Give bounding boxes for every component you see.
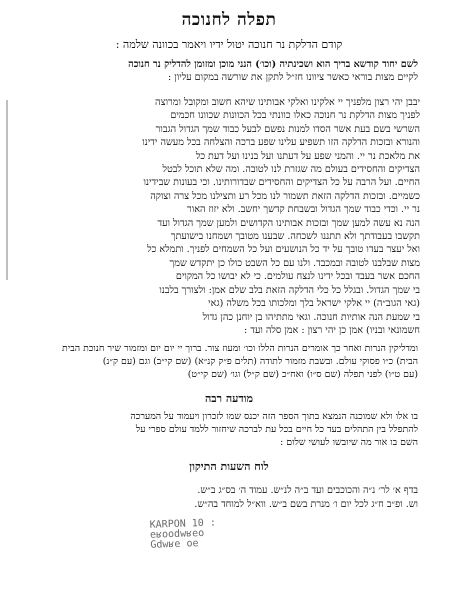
body-paragraph [38,96,420,337]
prayer-subtitle: קודם הדלקת נר חנוכה יטול ידיו ויאמר בכוונה שלמה : [115,38,343,51]
body-line: החיים. ועל הרבה על כל הצדיקים והחסידים שבדורותינו. וכי בעונות שבידינו [143,177,420,189]
body-line: חשמונאי ובניו) אמן כן יהי רצון : אמן סלה ועד : [244,324,420,336]
body-line: מצות שבלבנו לטובה ובמכבד. ולנו עם כל השבט כולו כן יתקדש שמך [169,257,420,269]
notice-title: מודעה רבה [204,392,254,405]
intro-line: לקיים מצות בוראי כאשר ציוונו חז״ל לתקן את שורשה במקום עליון : [168,72,418,84]
ink-stamp [150,515,311,551]
body-line: (גאי הגוב״ה) יי אלקי ישראל בלך ומלכותו בכל משלה (גאי [208,298,420,310]
body-line: הנה נא עשה למען שמך ובזכות אבותינו הקדושים ולמען שמך הגדול ועד [157,217,420,229]
stamp-line: KARPON 10 : [149,517,217,531]
body-line: ואל יעצר בעדו טובך על יד כל הנושעים ועל כל השמחים לפניך. ותמלא כל [147,244,420,256]
luach-lines [38,484,418,512]
body-line: כשמיים. ובזכות הדלקה הזאת תשמור לנו מכל רע ותצילנו מכל צרה וצוקה [150,190,420,202]
body-line: את מלאכת נר יי. והמני שפע על דעתנו ועל בנינו ועל דעת כל [195,150,420,162]
stamp-line: eʁoodwʁeo [149,527,205,541]
luach-line: בדף א׳ לר׳ נ״ה והכוכבים ועד ב״ה לנ״ש. עמוד ה׳ בס״ג ב״ש. [197,485,418,496]
notice-line: השם בו אור מה שיובשו לעושי שלום : [280,437,418,448]
body-line: בי שמעת הנה אותיות חנוכה. וגאי מתתיהו בן יוחנן כהן גדול [202,311,420,323]
psalm-line: ומדליקין הנרות ואחר כך אומרים הנרות הללו וכו׳ ומעוז צור. ברוך יי יום יום ומזמור שיר חנוכת הבית [62,343,418,354]
prayer-title: תפלה לחנוכה [181,10,277,30]
body-line: לפניך מצות הדלקת נר חנוכה כאלו כוונתי בכל הכוונות שכוונו חכמים [170,110,420,122]
notice-paragraph [38,410,418,449]
body-line: בי שמך הגדול. ובגלל כל כלי הדלקה הזאת בלב שלם אמן: ולצורך בלבנו [159,284,420,296]
body-line: יבבן יהי רצון מלפניך יי אלקינו ואלקי אבותינו שיהא חשוב ומקובל ומרוצה [155,97,420,108]
stamp-line: Gdwʁe oe [150,538,199,551]
intro-paragraph [40,58,418,85]
intro-line: לשם יחוד קודשא בריך הוא ושכינתיה (וכו׳) הנני מוכן ומזומן להדליק נר חנוכה [128,59,418,70]
luach-title: לוח השעות התיקון [189,460,269,473]
body-line: השרשי בשם בעת אשר הסדו למנות נפשם לבעל כבוד שמך הגדול הגבור [155,123,420,135]
psalm-instructions [38,342,418,381]
body-line: הצדיקים והחסידים בעולם מה שגזרת לנו לטובה. ומה שלא תוכל לבטל [162,164,420,176]
psalm-line: הבית) כ״ו פסוקי עולם. ובשבת מזמור לתודה (תלים פ״ק קנ״א) (שם קי״ב) וגם (עם ק״נ) [102,356,418,367]
body-line: תקשבו בעבודתך ולא תתננו לשכחה. שבענו מטובך ושמחנו בישועתך [170,231,420,243]
body-line: החכם אשר בעבד ובכל ידינו לנצח עולמים. כי לא יבושו כל המקוים [175,271,420,283]
body-line: נר יי. וכדי כבוד שמך הגדול ובשבחת קדשך יחשב. ולא יזוז האור [187,204,420,216]
notice-line: להתפלל בין התהלים בעד כל חיים בכל עת לברכה שיחזור ללמד עולם ספרי על [135,424,418,435]
psalm-line: (עם ט״ו) לפני תפלה (שם ס״ו) ואח״כ (שם ק״ל) וגו׳ (שם קי״ט) [187,369,418,380]
notice-line: בו אלו ולא שמוכנה הנמצא בתוך הספר הזה יכנס שמו לזכרון ויעמוד על המערכה [130,411,418,422]
body-line: והנורא ובזכות הדלקה הזו תשפיע עלינו שפע ברכה והצלחה בכל מעשה ידינו [142,137,420,149]
luach-line: וש. ופ״ב ח״ג לכל יום ו׳ מנרת בשם ב״ש. ווא״ל למוחד בה״ש. [194,499,418,510]
scan-margin-shadow [6,100,8,280]
